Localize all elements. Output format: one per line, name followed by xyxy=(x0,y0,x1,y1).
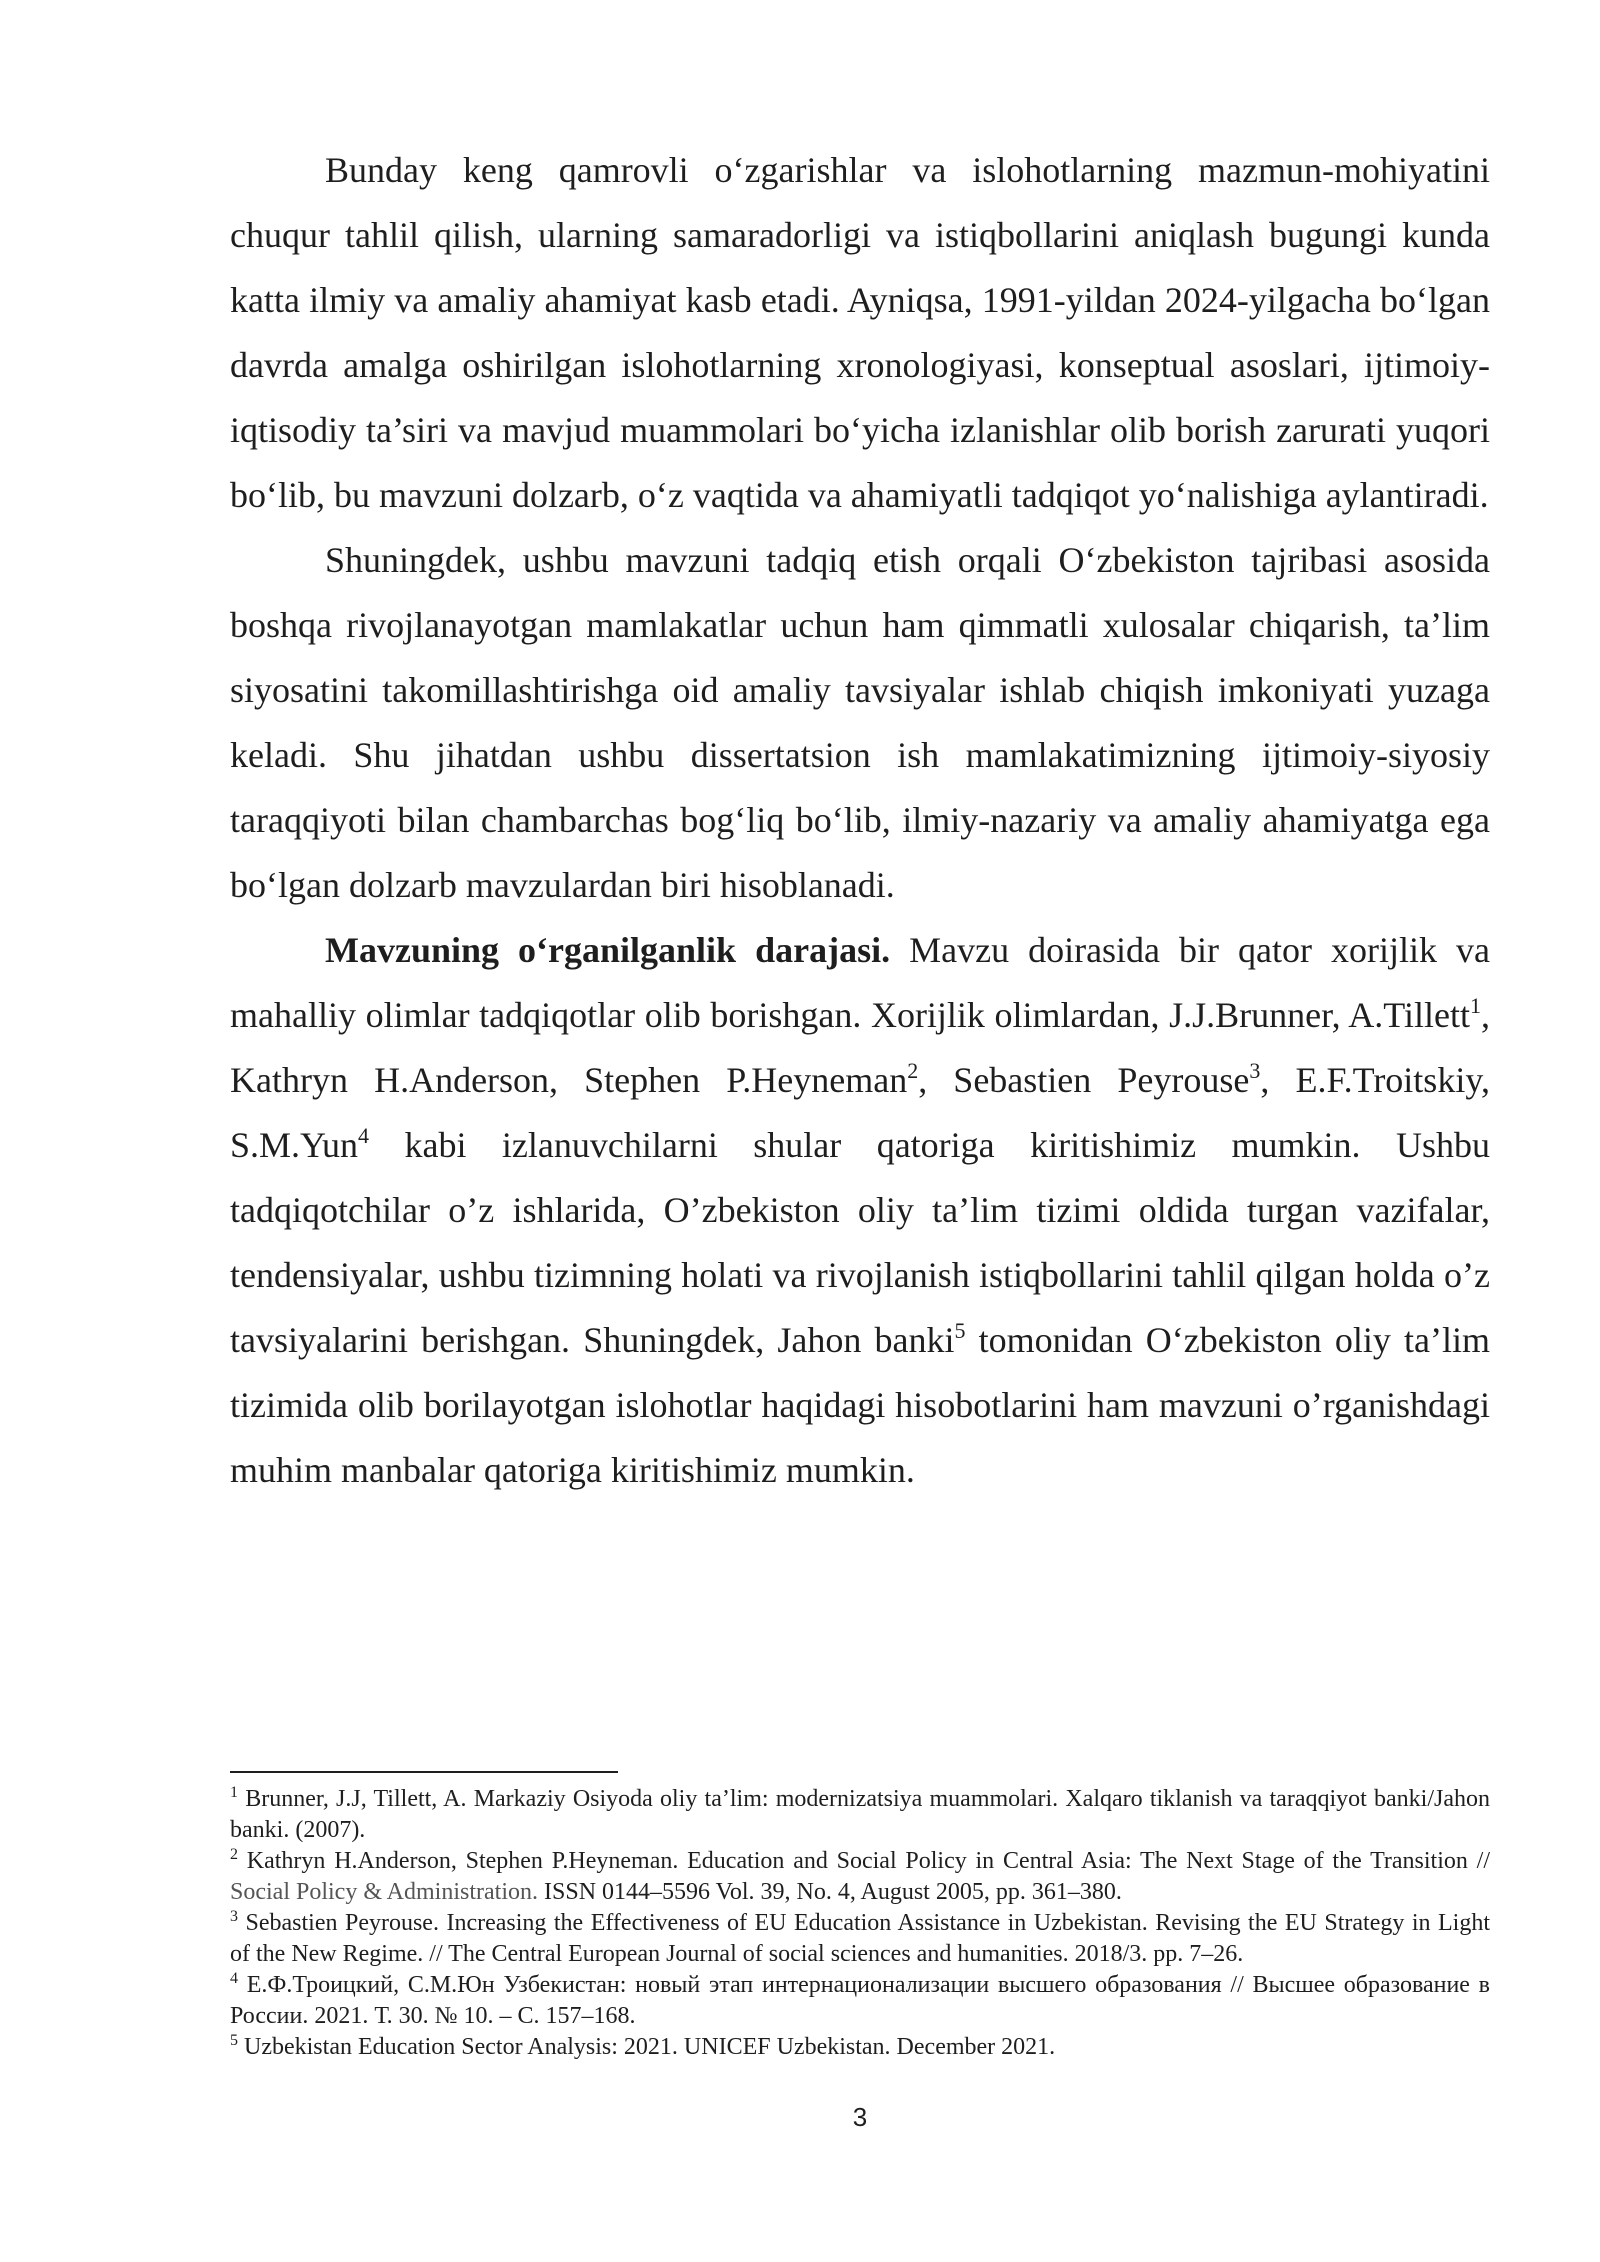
footnote-text: Sebastien Peyrouse. Increasing the Effectiveness of EU Education Assistance in Uzbekistan. Revising the EU Strategy in Light of the New Regime. // The Central European Journal of social sciences and humanities. 2018/3. pp. 7–26. xyxy=(230,1910,1490,1967)
paragraph-1: Bunday keng qamrovli o‘zgarishlar va islohotlarning mazmun-mohiyatini chuqur tahlil qilish, ularning samaradorligi va istiqbollarini aniqlash bugungi kunda katta ilmiy va amaliy ahamiyat kasb etadi. Ayniqsa, 1991-yildan 2024-yilgacha bo‘lgan davrda amalga oshirilgan islohotlarning xronologiyasi, konseptual asoslari, ijtimoiy-iqtisodiy ta’siri va mavjud muammolari bo‘yicha izlanishlar olib borish zarurati yuqori bo‘lib, bu mavzuni dolzarb, o‘z vaqtida va ahamiyatli tadqiqot yo‘nalishiga aylantiradi. xyxy=(230,150,1490,515)
paragraph-3-text: , E.F.Troitskiy, S.M.Yun xyxy=(230,1060,1490,1165)
paragraph-3 xyxy=(230,918,1490,1503)
footnotes xyxy=(230,1784,1490,2063)
footnote-text: ISSN 0144–5596 Vol. 39, No. 4, August 2005, pp. 361–380. xyxy=(538,1879,1122,1905)
footnote-text: Е.Ф.Троицкий, С.М.Юн Узбекистан: новый этап интернационализации высшего образования // Высшее образование в России. 2021. Т. 30. № 10. – С. 157–168. xyxy=(230,1972,1490,2029)
paragraph-3-text: kabi izlanuvchilarni shular qatoriga kiritishimiz mumkin. Ushbu tadqiqotchilar o’z ishlarida, O’zbekiston oliy ta’lim tizimi oldida turgan vazifalar, tendensiyalar, ushbu tizimning holati va rivojlanish istiqbollarini tahlil qilgan holda o’z tavsiyalarini berishgan. Shuningdek, Jahon banki xyxy=(230,1125,1490,1360)
footnote-number: 4 xyxy=(230,1970,238,1987)
footnote-ref-2[interactable]: 2 xyxy=(907,1058,919,1083)
paragraph-3-text: tomonidan O‘zbekiston oliy ta’lim tizimida olib borilayotgan islohotlar haqidagi hisobotlarini ham mavzuni o’rganishdagi muhim manbalar qatoriga kiritishimiz mumkin. xyxy=(230,1320,1491,1490)
footnote-ref-4[interactable]: 4 xyxy=(358,1123,370,1148)
footnote-number: 3 xyxy=(230,1908,238,1925)
section-heading: Mavzuning o‘rganilganlik darajasi. xyxy=(325,930,891,970)
footnote-1 xyxy=(230,1784,1490,1846)
footnote-text: Kathryn H.Anderson, Stephen P.Heyneman. Education and Social Policy in Central Asia: The Next Stage of the Transition // xyxy=(238,1848,1490,1874)
footnote-text: Brunner, J.J, Tillett, A. Markaziy Osiyoda oliy ta’lim: modernizatsiya muammolari. Xalqaro tiklanish va taraqqiyot banki/Jahon banki. (2007). xyxy=(230,1786,1490,1843)
footnote-number: 5 xyxy=(230,2032,238,2049)
footnote-5 xyxy=(230,2032,1490,2063)
footnote-3 xyxy=(230,1908,1490,1970)
footnote-ref-5[interactable]: 5 xyxy=(954,1318,966,1343)
footnote-2 xyxy=(230,1846,1490,1908)
footnote-ref-1[interactable]: 1 xyxy=(1470,993,1481,1018)
footnote-text: Uzbekistan Education Sector Analysis: 2021. UNICEF Uzbekistan. December 2021. xyxy=(238,2034,1056,2060)
main-text xyxy=(230,138,1490,1503)
page-number: 3 xyxy=(852,2102,868,2132)
footnote-ref-3[interactable]: 3 xyxy=(1249,1058,1261,1083)
footnote-number: 1 xyxy=(230,1784,238,1801)
paragraph-2: Shuningdek, ushbu mavzuni tadqiq etish orqali O‘zbekiston tajribasi asosida boshqa rivojlanayotgan mamlakatlar uchun ham qimmatli xulosalar chiqarish, ta’lim siyosatini takomillashtirishga oid amaliy tavsiyalar ishlab chiqish imkoniyati yuzaga keladi. Shu jihatdan ushbu dissertatsion ish mamlakatimizning ijtimoiy-siyosiy taraqqiyoti bilan chambarchas bog‘liq bo‘lib, ilmiy-nazariy va amaliy ahamiyatga ega bo‘lgan dolzarb mavzulardan biri hisoblanadi. xyxy=(230,540,1490,905)
paragraph-3-text: Mavzu doirasida bir qator xorijlik va mahalliy olimlar tadqiqotlar olib borishgan. Xorijlik olimlardan, J.J.Brunner, A.Tillett xyxy=(230,930,1491,1035)
journal-name: Social Policy & Administration. xyxy=(230,1879,538,1905)
footnote-separator xyxy=(230,1771,618,1773)
paragraph-3-text: , Kathryn H.Anderson, Stephen P.Heyneman xyxy=(230,995,1490,1100)
footnote-4 xyxy=(230,1970,1490,2032)
footnote-number: 2 xyxy=(230,1846,238,1863)
paragraph-3-text: , Sebastien Peyrouse xyxy=(918,1060,1250,1100)
